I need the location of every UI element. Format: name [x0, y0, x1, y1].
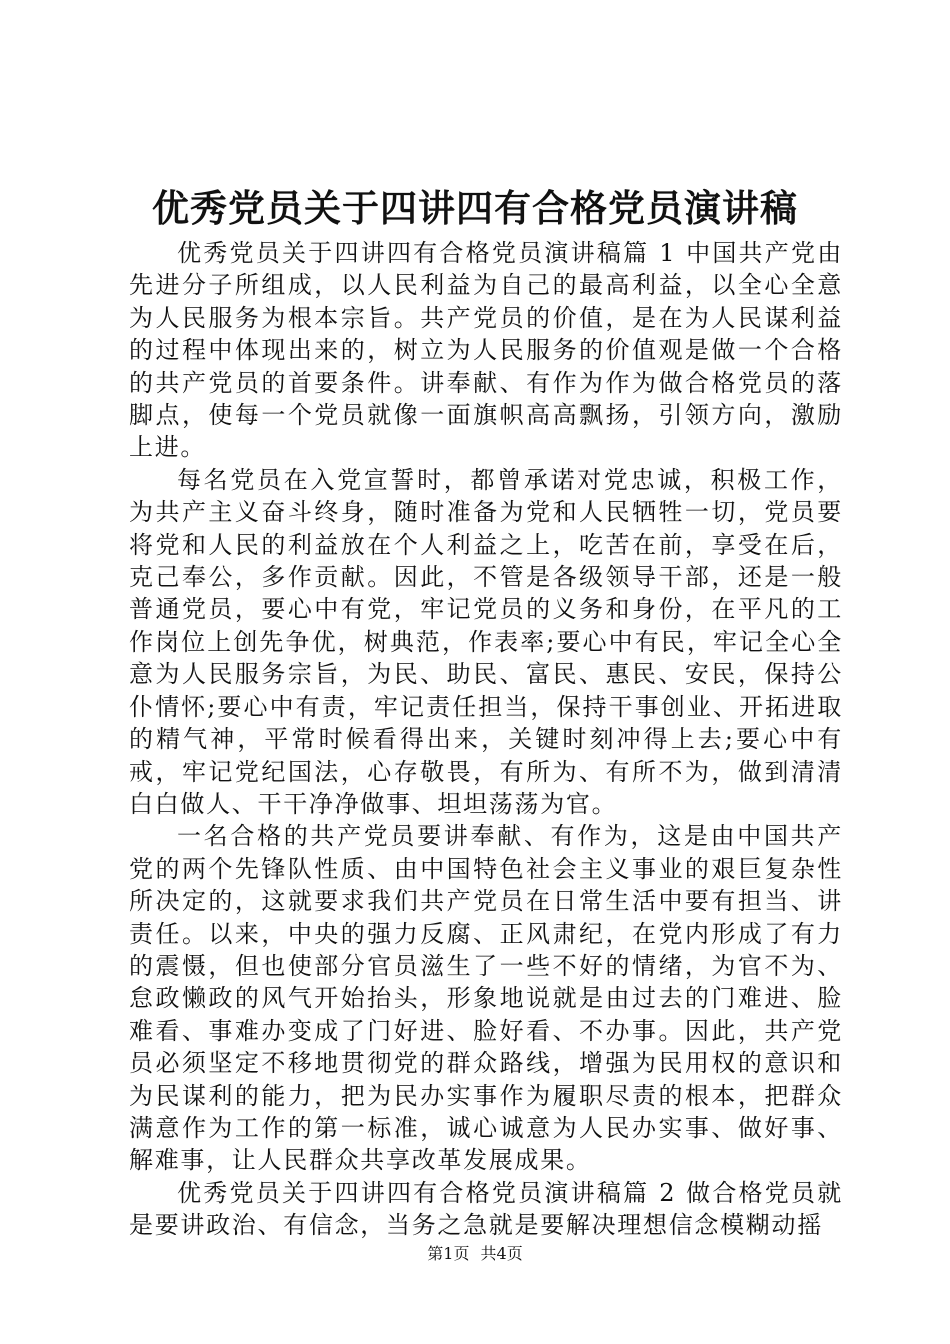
- document-title: 优秀党员关于四讲四有合格党员演讲稿: [152, 186, 798, 230]
- paragraph-2: 每名党员在入党宣誓时，都曾承诺对党忠诚，积极工作，为共产主义奋斗终身，随时准备为党和人民牺牲一切，党员要将党和人民的利益放在个人利益之上，吃苦在前，享受在后，克己奉公，多作贡献。因此，不管是各级领导干部，还是一般普通党员，要心中有党，牢记党员的义务和身份，在平凡的工作岗位上创先争优，树典范，作表率;要心中有民，牢记全心全意为人民服务宗旨，为民、助民、富民、惠民、安民，保持公仆情怀;要心中有责，牢记责任担当，保持干事创业、开拓进取的精气神，平常时候看得出来，关键时刻冲得上去;要心中有戒，牢记党纪国法，心存敬畏，有所为、有所不为，做到清清白白做人、干干净净做事、坦坦荡荡为官。: [129, 465, 843, 818]
- page-total: 共4页: [480, 1244, 523, 1263]
- paragraph-1: 优秀党员关于四讲四有合格党员演讲稿篇 1 中国共产党由先进分子所组成，以人民利益为自己的最高利益，以全心全意为人民服务为根本宗旨。共产党员的价值，是在为人民谋利益的过程中体现出来的，树立为人民服务的价值观是做一个合格的共产党员的首要条件。讲奉献、有作为作为做合格党员的落脚点，使每一个党员就像一面旗帜高高飘扬，引领方向，激励上进。: [129, 239, 843, 462]
- paragraph-4: 优秀党员关于四讲四有合格党员演讲稿篇 2 做合格党员就是要讲政治、有信念，当务之急就是要解决理想信念模糊动摇: [129, 1178, 843, 1240]
- page-footer: [0, 1243, 950, 1265]
- document-body: [129, 237, 843, 1242]
- paragraph-3: 一名合格的共产党员要讲奉献、有作为，这是由中国共产党的两个先锋队性质、由中国特色社会主义事业的艰巨复杂性所决定的，这就要求我们共产党员在日常生活中要有担当、讲责任。以来，中央的强力反腐、正风肃纪，在党内形成了有力的震慑，但也使部分官员滋生了一些不好的情绪，为官不为、怠政懒政的风气开始抬头，形象地说就是由过去的门难进、脸难看、事难办变成了门好进、脸好看、不办事。因此，共产党员必须坚定不移地贯彻党的群众路线，增强为民用权的意识和为民谋利的能力，把为民办实事作为履职尽责的根本，把群众满意作为工作的第一标准，诚心诚意为人民办实事、做好事、解难事，让人民群众共享改革发展成果。: [129, 822, 843, 1175]
- page-number: 第1页: [427, 1244, 470, 1263]
